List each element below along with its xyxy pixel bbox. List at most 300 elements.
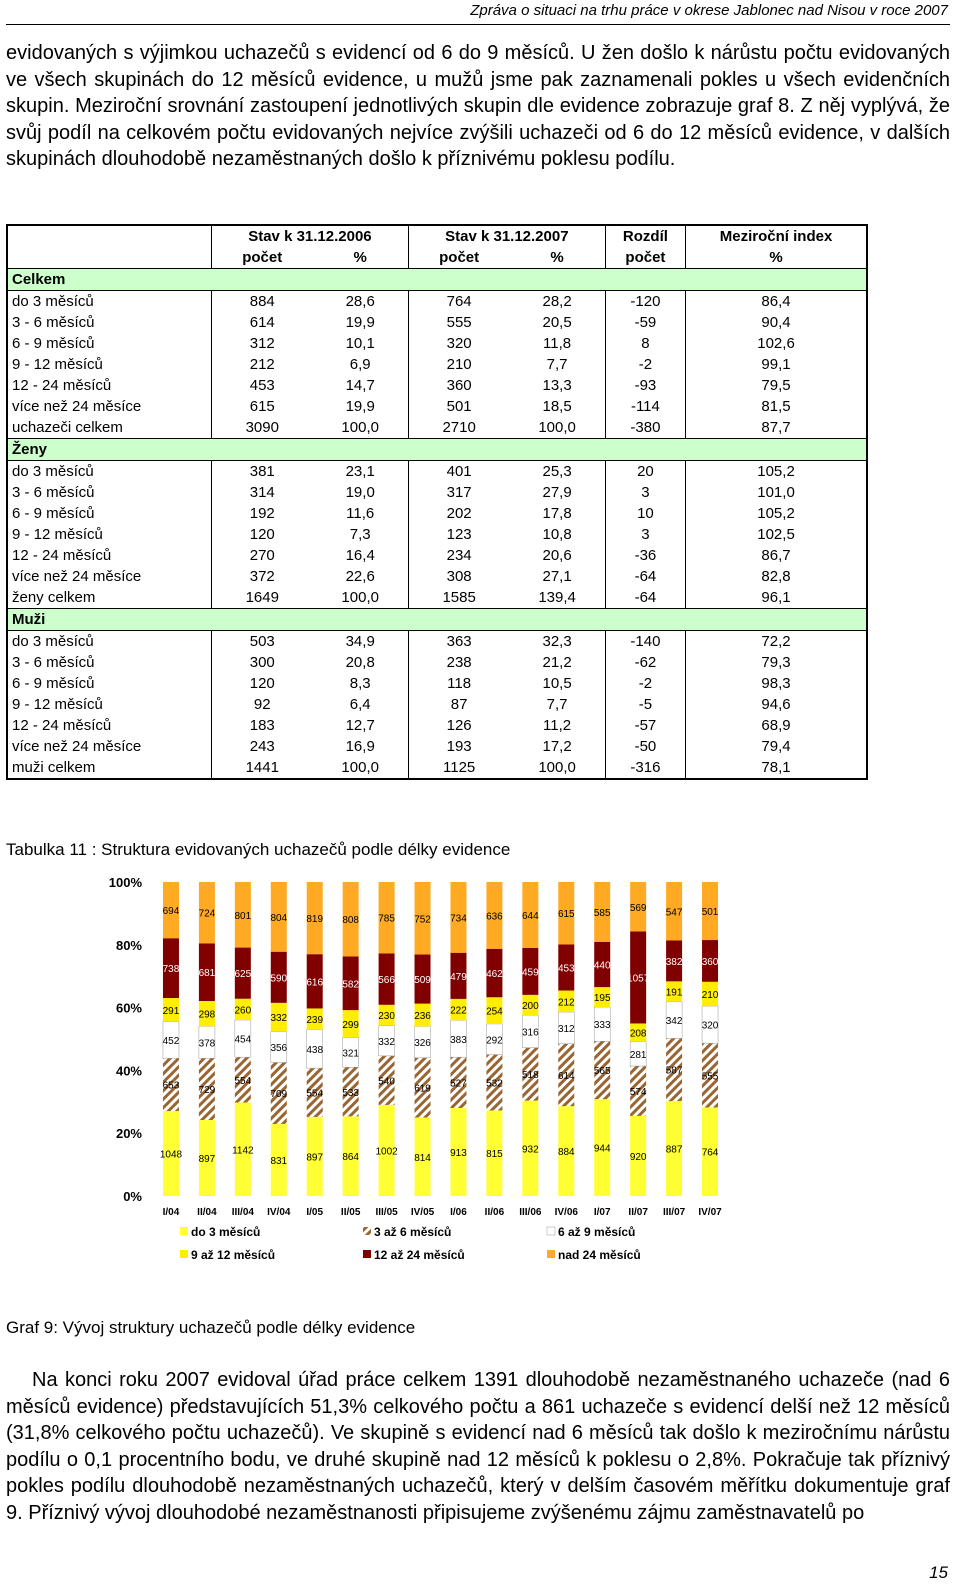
table-cell: 3	[605, 482, 685, 503]
table-cell: 20,5	[542, 313, 572, 331]
sub-header: %	[686, 247, 867, 269]
table-cell: 401	[408, 461, 509, 483]
data-label: 212	[557, 997, 575, 1009]
data-label: 200	[522, 1001, 539, 1013]
corner-cell	[7, 225, 212, 247]
table-cell: 87,7	[686, 417, 867, 439]
data-label: 509	[414, 975, 431, 987]
data-label: 298	[198, 1009, 216, 1021]
table-cell: 614	[249, 313, 275, 331]
table-cell: 78,1	[686, 757, 867, 779]
table-row	[7, 417, 867, 439]
sub-header: počet	[605, 247, 685, 269]
table-cell: 82,8	[686, 566, 867, 587]
table-cell: 120	[249, 525, 275, 543]
row-label: muži celkem	[7, 757, 212, 779]
table-cell: 16,9	[345, 737, 375, 755]
table-cell: 11,6	[346, 504, 375, 522]
table-cell: 139,4	[538, 588, 576, 606]
table-row	[7, 291, 867, 313]
table-cell: 381	[249, 462, 275, 480]
table-cell: 34,9	[345, 632, 375, 650]
data-label: 808	[342, 915, 359, 927]
table-cell: 120	[249, 674, 275, 692]
x-tick-label: III/05	[375, 1207, 398, 1218]
table-cell: 234	[408, 545, 509, 566]
data-label: 653	[162, 1080, 180, 1092]
table-cell: 100,0	[538, 418, 576, 436]
table-cell: 126	[408, 715, 509, 736]
table-cell: 764	[408, 291, 509, 313]
table-cell: 6,4	[349, 695, 371, 713]
section-row	[7, 269, 867, 291]
legend-swatch	[363, 1227, 371, 1235]
x-tick-label: III/04	[231, 1207, 254, 1218]
table-row	[7, 757, 867, 779]
table-cell: 23,1	[345, 462, 375, 480]
legend-swatch	[363, 1250, 371, 1258]
row-label: 3 - 6 měsíců	[7, 482, 212, 503]
data-label: 574	[629, 1086, 647, 1098]
data-label: 614	[557, 1070, 575, 1082]
table-cell: 96,1	[686, 587, 867, 609]
table-cell: -140	[605, 631, 685, 653]
data-label: 518	[522, 1070, 539, 1082]
table-cell: 27,1	[542, 567, 572, 585]
page-number: 15	[929, 1563, 948, 1582]
sub-header: počet	[408, 247, 509, 269]
table-cell: 87	[408, 694, 509, 715]
group-header: Stav k 31.12.2007	[408, 225, 605, 247]
table-cell: 10,5	[542, 674, 572, 692]
table-cell: 100,0	[341, 758, 379, 776]
row-label: 9 - 12 měsíců	[7, 694, 212, 715]
legend-label: do 3 měsíců	[191, 1225, 261, 1239]
table-cell: 79,3	[686, 652, 867, 673]
table-row	[7, 652, 867, 673]
data-label: 884	[557, 1147, 575, 1159]
legend-swatch	[547, 1250, 555, 1258]
data-label: 831	[270, 1155, 288, 1167]
table-cell: 28,2	[542, 292, 572, 310]
data-label: 636	[486, 911, 503, 923]
table-cell: 105,2	[686, 503, 867, 524]
table-cell: 503	[249, 632, 275, 650]
data-label: 681	[198, 968, 216, 980]
table-cell: 210	[408, 354, 509, 375]
data-label: 191	[665, 987, 683, 999]
x-tick-label: III/07	[662, 1207, 686, 1218]
data-label: 738	[162, 964, 180, 976]
table-cell: 14,7	[345, 376, 375, 394]
table-cell: 10,1	[345, 334, 375, 352]
data-label: 616	[306, 977, 324, 989]
table-cell: 8,3	[349, 674, 371, 692]
table-cell: -62	[605, 652, 685, 673]
sub-header: %	[353, 248, 367, 266]
data-label: 864	[342, 1152, 359, 1164]
table-cell: 501	[408, 396, 509, 417]
table-row	[7, 524, 867, 545]
data-label: 555	[701, 1071, 719, 1083]
table-cell: 11,8	[543, 334, 572, 352]
data-label: 501	[701, 907, 719, 919]
row-label: 9 - 12 měsíců	[7, 354, 212, 375]
data-label: 920	[629, 1151, 647, 1163]
table-cell: 22,6	[345, 567, 375, 585]
table-row	[7, 715, 867, 736]
table-caption: Tabulka 11 : Struktura evidovaných uchazečů podle délky evidence	[6, 840, 511, 859]
table-cell: 81,5	[686, 396, 867, 417]
data-label: 709	[270, 1089, 288, 1101]
section-row	[7, 609, 867, 631]
table-row	[7, 694, 867, 715]
data-label: 291	[162, 1005, 180, 1017]
table-row	[7, 631, 867, 653]
data-label: 569	[629, 902, 647, 914]
data-label: 260	[234, 1005, 252, 1017]
table-row	[7, 375, 867, 396]
table-cell: 183	[249, 716, 275, 734]
table-cell: 105,2	[686, 461, 867, 483]
data-label: 644	[522, 910, 539, 922]
data-label: 281	[629, 1049, 647, 1061]
data-label: 540	[378, 1076, 395, 1088]
data-label: 356	[270, 1043, 288, 1055]
table-cell: -114	[605, 396, 685, 417]
data-label: 452	[162, 1035, 180, 1047]
data-label: 887	[665, 1144, 683, 1156]
x-tick-label: IV/04	[267, 1207, 291, 1218]
table-cell: 79,4	[686, 736, 867, 757]
x-tick-label: III/06	[519, 1207, 542, 1218]
legend-label: 6 až 9 měsíců	[558, 1225, 636, 1239]
data-label: 382	[665, 956, 683, 968]
data-label: 619	[414, 1083, 431, 1095]
data-label: 1057	[627, 973, 650, 985]
data-label: 587	[665, 1065, 683, 1077]
data-label: 801	[234, 910, 252, 922]
table-cell: -36	[605, 545, 685, 566]
x-tick-label: IV/05	[410, 1207, 435, 1218]
x-tick-label: II/06	[484, 1207, 505, 1218]
table-row	[7, 566, 867, 587]
table-cell: 314	[249, 483, 275, 501]
table-cell: 92	[253, 695, 271, 713]
table-cell: 320	[408, 333, 509, 354]
data-label: 1142	[232, 1145, 254, 1157]
table-body	[7, 269, 867, 780]
table-cell: -50	[605, 736, 685, 757]
table-cell: -57	[605, 715, 685, 736]
x-tick-label: II/05	[340, 1207, 361, 1218]
table-cell: 100,0	[341, 418, 379, 436]
table-cell: 555	[408, 312, 509, 333]
table-cell: 7,7	[546, 355, 568, 373]
row-label: více než 24 měsíce	[7, 736, 212, 757]
structure-chart	[0, 870, 960, 1310]
table-row	[7, 736, 867, 757]
table-cell: 19,0	[345, 483, 375, 501]
data-label: 333	[593, 1020, 611, 1032]
data-label: 222	[450, 1005, 467, 1017]
data-label: 814	[414, 1152, 431, 1164]
page-header: Zpráva o situaci na trhu práce v okrese Jablonec nad Nisou v roce 2007	[470, 2, 948, 19]
table-cell: 453	[249, 376, 275, 394]
table-cell: 10,8	[542, 525, 572, 543]
table-cell: 615	[249, 397, 275, 415]
table-cell: 243	[249, 737, 275, 755]
table-cell: 212	[249, 355, 275, 373]
data-label: 360	[701, 956, 719, 968]
data-label: 332	[270, 1013, 288, 1025]
table-cell: 202	[408, 503, 509, 524]
conclusion-paragraph	[6, 1367, 950, 1526]
table-cell: 86,7	[686, 545, 867, 566]
data-label: 462	[486, 969, 503, 981]
data-label: 625	[234, 969, 252, 981]
table-cell: 884	[249, 292, 275, 310]
table-cell: 192	[249, 504, 275, 522]
data-label: 342	[665, 1016, 683, 1028]
table-cell: 16,4	[345, 546, 375, 564]
row-label: uchazeči celkem	[7, 417, 212, 439]
data-label: 590	[270, 973, 288, 985]
group-header: Rozdíl	[605, 225, 685, 247]
x-tick-label: I/04	[162, 1207, 180, 1218]
row-label: 6 - 9 měsíců	[7, 673, 212, 694]
table-cell: 27,9	[542, 483, 572, 501]
row-label: ženy celkem	[7, 587, 212, 609]
table-cell: 98,3	[686, 673, 867, 694]
data-label: 532	[486, 1078, 503, 1090]
data-label: 785	[378, 913, 395, 925]
data-label: 729	[198, 1085, 216, 1097]
table-cell: 13,3	[542, 376, 572, 394]
y-tick-label: 60%	[115, 1000, 142, 1016]
table-cell: -59	[605, 312, 685, 333]
data-label: 230	[378, 1011, 395, 1023]
row-label: více než 24 měsíce	[7, 396, 212, 417]
legend-swatch	[547, 1227, 555, 1235]
row-label: 12 - 24 měsíců	[7, 545, 212, 566]
row-label: 3 - 6 měsíců	[7, 652, 212, 673]
y-tick-label: 80%	[115, 937, 142, 953]
data-label: 932	[522, 1144, 539, 1156]
data-label: 724	[198, 908, 216, 920]
x-tick-label: II/04	[197, 1207, 217, 1218]
table-cell: 1441	[245, 758, 279, 776]
row-label: 12 - 24 měsíců	[7, 375, 212, 396]
table-cell: 363	[408, 631, 509, 653]
table-row	[7, 482, 867, 503]
data-label: 254	[486, 1006, 503, 1018]
data-label: 454	[234, 1034, 252, 1046]
legend-swatch	[180, 1250, 188, 1258]
table-cell: 118	[408, 673, 509, 694]
table-cell: 99,1	[686, 354, 867, 375]
table-cell: 90,4	[686, 312, 867, 333]
data-label: 383	[450, 1034, 467, 1046]
table-cell: 19,9	[345, 313, 375, 331]
table-cell: 300	[249, 653, 275, 671]
table-cell: 20,6	[542, 546, 572, 564]
table-cell: 102,5	[686, 524, 867, 545]
table-cell: 28,6	[345, 292, 375, 310]
row-label: 9 - 12 měsíců	[7, 524, 212, 545]
data-label: 734	[450, 913, 467, 925]
data-label: 582	[342, 979, 359, 991]
data-label: 440	[593, 960, 611, 972]
table-cell: 17,2	[542, 737, 572, 755]
row-label: do 3 měsíců	[7, 291, 212, 313]
table-cell: 193	[408, 736, 509, 757]
table-cell: 20,8	[345, 653, 375, 671]
table-cell: 6,9	[349, 355, 371, 373]
intro-paragraph: evidovaných s výjimkou uchazečů s evidencí od 6 do 9 měsíců. U žen došlo k nárůstu počtu evidovaných ve všech skupinách do 12 měsíců evidence, u mužů jsme pak zaznamenali pokles u všech evidenčních skupin. Meziroční srovnání zastoupení jednotlivých skupin dle evidence zobrazuje graf 8. Z něj vyplývá, že svůj podíl na celkovém počtu evidovaných nejvíce zvýšili uchazeči od 6 do 12 měsíců evidence, v dalších skupinách dlouhodobě nezaměstnaných došlo k příznivému poklesu podílu.	[6, 42, 950, 170]
section-title: Ženy	[7, 439, 867, 461]
table-cell: 68,9	[686, 715, 867, 736]
data-label: 764	[701, 1147, 719, 1159]
data-label: 321	[342, 1048, 359, 1060]
data-label: 438	[306, 1044, 324, 1056]
section-title: Celkem	[7, 269, 867, 291]
x-tick-label: I/07	[593, 1207, 611, 1218]
data-label: 752	[414, 914, 431, 926]
group-header: Stav k 31.12.2006	[248, 227, 372, 245]
legend-label: 3 až 6 měsíců	[374, 1225, 452, 1239]
data-label: 320	[701, 1020, 719, 1032]
data-label: 236	[414, 1010, 431, 1022]
table-row	[7, 503, 867, 524]
x-tick-label: I/05	[306, 1207, 324, 1218]
table-row	[7, 312, 867, 333]
data-label: 554	[306, 1088, 324, 1100]
y-tick-label: 20%	[115, 1126, 142, 1142]
table-cell: 18,5	[542, 397, 572, 415]
table-cell: 3	[605, 524, 685, 545]
data-label: 527	[450, 1078, 467, 1090]
table-cell: 100,0	[341, 588, 379, 606]
table-cell: 72,2	[686, 631, 867, 653]
table-row	[7, 396, 867, 417]
sub-header: počet	[242, 248, 283, 266]
header-divider	[6, 24, 950, 25]
table-cell: 1585	[408, 587, 509, 609]
legend-label: 12 až 24 měsíců	[374, 1248, 465, 1262]
table-cell: -2	[605, 354, 685, 375]
row-label: 6 - 9 měsíců	[7, 503, 212, 524]
y-tick-label: 100%	[108, 875, 142, 890]
table-cell: 32,3	[542, 632, 572, 650]
x-tick-label: IV/07	[698, 1207, 722, 1218]
structure-table	[6, 224, 868, 780]
table-cell: 10	[605, 503, 685, 524]
legend-swatch	[180, 1227, 188, 1235]
table-cell: 7,3	[349, 525, 371, 543]
data-label: 1002	[375, 1146, 398, 1158]
table-cell: -64	[605, 566, 685, 587]
table-cell: 101,0	[686, 482, 867, 503]
x-tick-label: II/07	[628, 1207, 648, 1218]
table-cell: 25,3	[542, 462, 572, 480]
table-cell: -380	[605, 417, 685, 439]
data-label: 566	[378, 975, 395, 987]
row-label: 12 - 24 měsíců	[7, 715, 212, 736]
table-cell: 312	[249, 334, 275, 352]
table-cell: 123	[408, 524, 509, 545]
data-label: 239	[306, 1014, 324, 1026]
group-header: Meziroční index	[686, 225, 867, 247]
x-tick-label: IV/06	[554, 1207, 578, 1218]
table-cell: -64	[605, 587, 685, 609]
table-row	[7, 333, 867, 354]
table-cell: 20	[605, 461, 685, 483]
table-row	[7, 545, 867, 566]
data-label: 913	[450, 1148, 467, 1160]
table-cell: -2	[605, 673, 685, 694]
legend-label: 9 až 12 měsíců	[191, 1248, 276, 1262]
row-label: do 3 měsíců	[7, 461, 212, 483]
table-cell: -120	[605, 291, 685, 313]
data-label: 804	[270, 912, 288, 924]
conclusion-text: Na konci roku 2007 evidoval úřad práce celkem 1391 dlouhodobě nezaměstnaného uchazeče (nad 6 měsíců evidence) představujících 51,3% celkového počtu a 861 uchazeče s evidencí delší než 12 měsíců (31,8% celkového počtu uchazečů). Ve skupině s evidencí nad 6 měsíců tak došlo k meziročnímu nárůstu podílu o 0,1 procentního bodu, ve druhé skupině nad 12 měsíců k poklesu o 2,8%. Pokračuje tak příznivý pokles podílu dlouhodobě nezaměstnaných uchazečů, který v delším časovém měřítku dokumentuje graf 9. Příznivý vývoj dlouhodobé nezaměstnanosti připisujeme zvýšenému zájmu zaměstnavatelů po	[6, 1369, 950, 1524]
data-label: 292	[486, 1035, 503, 1047]
data-label: 897	[198, 1154, 216, 1166]
data-label: 210	[701, 989, 719, 1001]
data-label: 944	[593, 1143, 611, 1155]
data-label: 299	[342, 1019, 359, 1031]
table-cell: 100,0	[538, 758, 576, 776]
corner-cell	[7, 247, 212, 269]
data-label: 547	[665, 907, 683, 919]
table-row	[7, 461, 867, 483]
data-label: 208	[629, 1028, 647, 1040]
table-cell: 3090	[245, 418, 279, 436]
data-label: 326	[414, 1038, 431, 1050]
row-label: více než 24 měsíce	[7, 566, 212, 587]
table-cell: 94,6	[686, 694, 867, 715]
table-cell: 102,6	[686, 333, 867, 354]
data-label: 897	[306, 1152, 324, 1164]
table-cell: 2710	[408, 417, 509, 439]
y-tick-label: 0%	[123, 1189, 142, 1204]
table-cell: 12,7	[345, 716, 375, 734]
row-label: do 3 měsíců	[7, 631, 212, 653]
legend-label: nad 24 měsíců	[558, 1248, 641, 1262]
data-label: 554	[234, 1075, 252, 1087]
data-label: 459	[522, 967, 539, 979]
table-cell: 19,9	[345, 397, 375, 415]
table-cell: 21,2	[542, 653, 572, 671]
section-row	[7, 439, 867, 461]
data-label: 332	[378, 1036, 395, 1048]
table-row	[7, 673, 867, 694]
data-label: 479	[450, 971, 467, 983]
data-label: 694	[162, 906, 180, 918]
table-cell: 238	[408, 652, 509, 673]
table-cell: 8	[605, 333, 685, 354]
table-row	[7, 587, 867, 609]
data-label: 815	[486, 1149, 503, 1161]
table-cell: 1125	[408, 757, 509, 779]
table-row	[7, 354, 867, 375]
table-cell: -316	[605, 757, 685, 779]
data-label: 615	[557, 909, 575, 921]
data-label: 195	[593, 993, 611, 1005]
table-cell: -5	[605, 694, 685, 715]
table-cell: -93	[605, 375, 685, 396]
